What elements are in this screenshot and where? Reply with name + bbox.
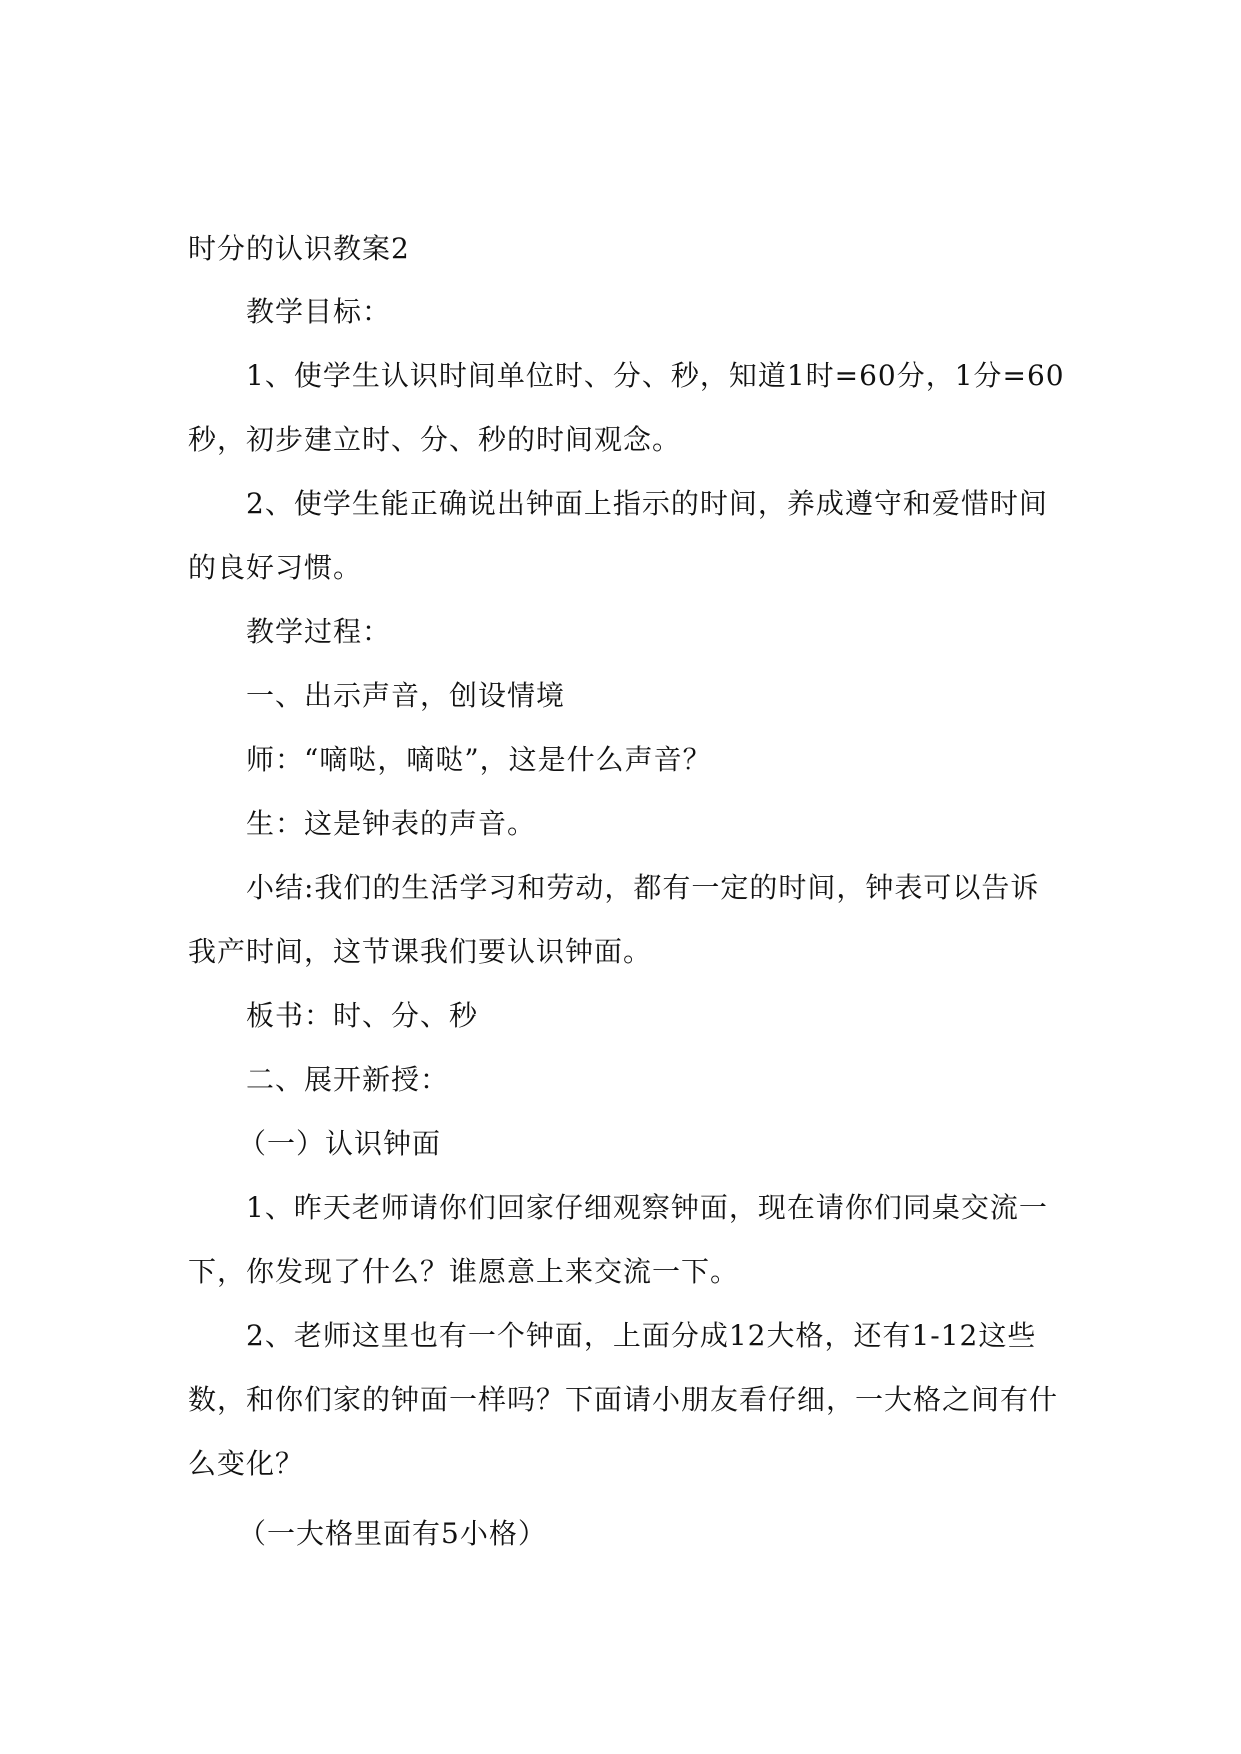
paragraph-line: 2、老师这里也有一个钟面，上面分成12大格，还有1-12这些 <box>246 1319 1037 1352</box>
paragraph-line: 的良好习惯。 <box>188 551 363 584</box>
paragraph-line: 数，和你们家的钟面一样吗？下面请小朋友看仔细，一大格之间有什 <box>188 1383 1059 1416</box>
subheading: 二、展开新授： <box>246 1063 450 1096</box>
paragraph-line: 板书：时、分、秒 <box>246 999 479 1032</box>
dialogue-line: 师：“嘀哒，嘀哒”，这是什么声音？ <box>246 743 712 776</box>
document-title: 时分的认识教案2 <box>188 232 410 265</box>
paragraph-line: 1、使学生认识时间单位时、分、秒，知道1时=60分，1分=60 <box>246 359 1065 392</box>
paragraph-line: 秒，初步建立时、分、秒的时间观念。 <box>188 423 682 456</box>
paragraph-line: 我产时间，这节课我们要认识钟面。 <box>188 935 653 968</box>
subheading: 一、出示声音，创设情境 <box>246 679 566 712</box>
section-heading-process: 教学过程： <box>246 615 392 648</box>
paragraph-line: 2、使学生能正确说出钟面上指示的时间，养成遵守和爱惜时间 <box>246 487 1048 520</box>
paragraph-line: 下，你发现了什么？谁愿意上来交流一下。 <box>188 1255 740 1288</box>
paragraph-line: 么变化？ <box>188 1447 305 1480</box>
paragraph-line: （一大格里面有5小格） <box>238 1517 547 1550</box>
paragraph-line: 小结:我们的生活学习和劳动，都有一定的时间，钟表可以告诉 <box>246 871 1040 904</box>
dialogue-line: 生：这是钟表的声音。 <box>246 807 537 840</box>
section-heading-objectives: 教学目标： <box>246 295 392 328</box>
paragraph-line: 1、昨天老师请你们回家仔细观察钟面，现在请你们同桌交流一 <box>246 1191 1048 1224</box>
subheading: （一）认识钟面 <box>238 1127 442 1160</box>
